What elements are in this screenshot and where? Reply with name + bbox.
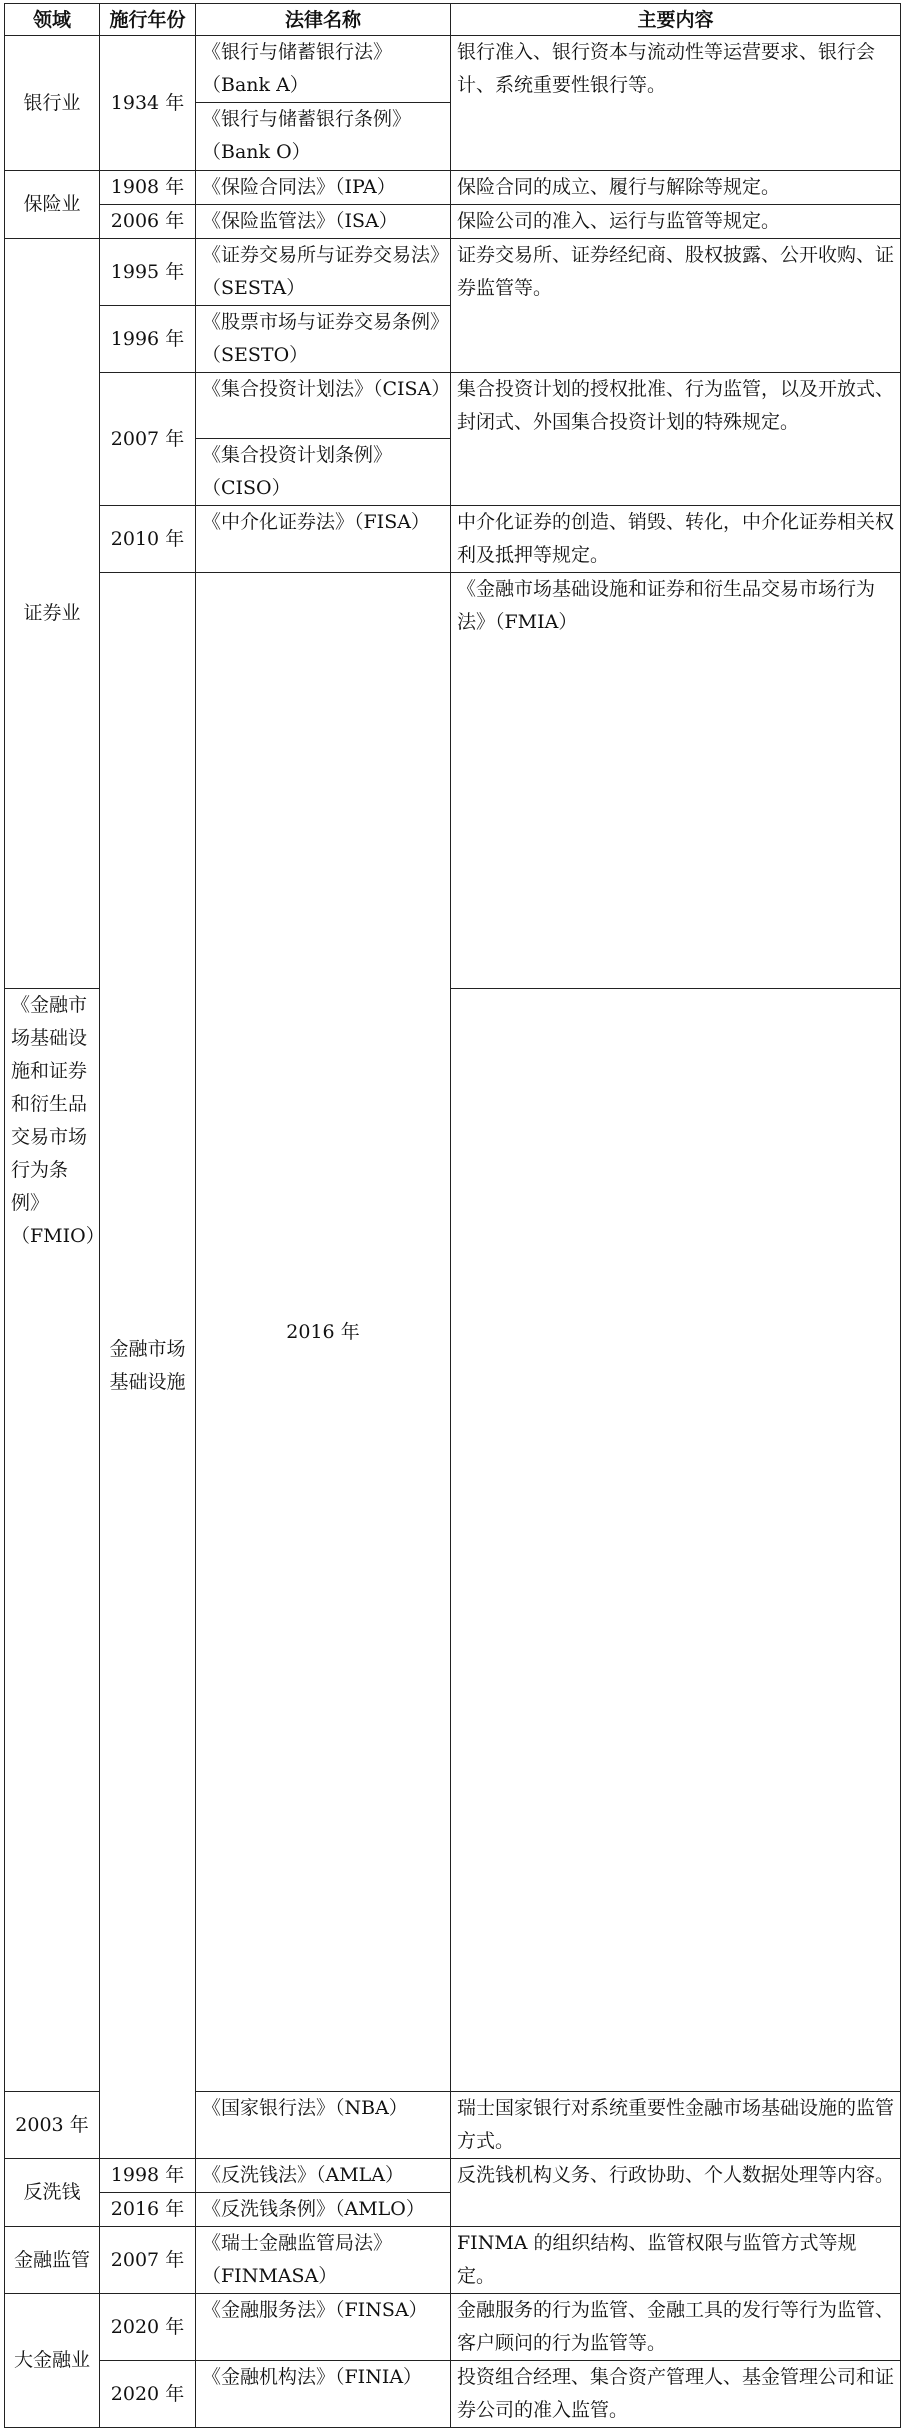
domain-cell: 反洗钱: [5, 2159, 100, 2227]
law-name-cell: 《金融机构法》（FINIA）: [196, 2361, 451, 2428]
content-cell: 保险公司的准入、运行与监管等规定。: [451, 205, 901, 239]
year-cell: 2016 年: [100, 2193, 196, 2227]
table-row: [5, 239, 901, 306]
content-cell: 中介化证券的创造、销毁、转化，中介化证券相关权利及抵押等规定。: [451, 506, 901, 573]
table-row: [5, 373, 901, 439]
content-cell: 瑞士国家银行对系统重要性金融市场基础设施的监管方式。: [451, 2092, 901, 2159]
year-cell: 2006 年: [100, 205, 196, 239]
table-row: [5, 2159, 901, 2193]
law-name-cell: 《集合投资计划条例》（CISO）: [196, 439, 451, 506]
content-cell: 证券交易所、证券经纪商、股权披露、公开收购、证券监管等。: [451, 239, 901, 373]
header-row: [5, 4, 901, 36]
domain-cell: 保险业: [5, 171, 100, 239]
year-cell: 1908 年: [100, 171, 196, 205]
law-name-cell: 《保险监管法》（ISA）: [196, 205, 451, 239]
header-year: 施行年份: [100, 4, 196, 36]
law-name-cell: 《金融服务法》（FINSA）: [196, 2294, 451, 2361]
law-name-cell: 《银行与储蓄银行条例》（Bank O）: [196, 103, 451, 171]
table-row: [5, 2361, 901, 2428]
law-name-cell: 《银行与储蓄银行法》（Bank A）: [196, 36, 451, 103]
header-content: 主要内容: [451, 4, 901, 36]
header-domain: 领域: [5, 4, 100, 36]
year-cell: 2010 年: [100, 506, 196, 573]
law-name-cell: 《反洗钱法》（AMLA）: [196, 2159, 451, 2193]
table-row: [5, 36, 901, 103]
law-name-cell: 《证券交易所与证券交易法》（SESTA）: [196, 239, 451, 306]
header-law: 法律名称: [196, 4, 451, 36]
table-row: [5, 506, 901, 573]
content-cell: 金融服务的行为监管、金融工具的发行等行为监管、客户顾问的行为监管等。: [451, 2294, 901, 2361]
content-cell: 投资组合经理、集合资产管理人、基金管理公司和证券公司的准入监管。: [451, 2361, 901, 2428]
law-name-cell: 《金融市场基础设施和证券和衍生品交易市场行为条例》（FMIO）: [5, 989, 100, 2092]
law-name-cell: 《国家银行法》（NBA）: [196, 2092, 451, 2159]
content-cell: 反洗钱机构义务、行政协助、个人数据处理等内容。: [451, 2159, 901, 2227]
year-cell: 2003 年: [5, 2092, 100, 2159]
year-cell: 2020 年: [100, 2294, 196, 2361]
year-cell: 2007 年: [100, 2227, 196, 2294]
table-row: [5, 205, 901, 239]
year-cell: 1934 年: [100, 36, 196, 171]
year-cell: 2020 年: [100, 2361, 196, 2428]
table-row: [5, 2227, 901, 2294]
law-name-cell: 《中介化证券法》（FISA）: [196, 506, 451, 573]
law-name-cell: 《集合投资计划法》（CISA）: [196, 373, 451, 439]
content-cell: 集合投资计划的授权批准、行为监管，以及开放式、封闭式、外国集合投资计划的特殊规定。: [451, 373, 901, 506]
domain-cell: 大金融业: [5, 2294, 100, 2428]
domain-cell: 证券业: [5, 239, 100, 989]
year-cell: 1998 年: [100, 2159, 196, 2193]
table-row: [5, 2294, 901, 2361]
year-cell: 2016 年: [196, 573, 451, 2092]
content-cell: 银行准入、银行资本与流动性等运营要求、银行会计、系统重要性银行等。: [451, 36, 901, 171]
domain-cell: 金融监管: [5, 2227, 100, 2294]
content-cell: FINMA 的组织结构、监管权限与监管方式等规定。: [451, 2227, 901, 2294]
financial-law-table: [4, 3, 901, 2428]
table-row: [5, 171, 901, 205]
content-cell: 保险合同的成立、履行与解除等规定。: [451, 171, 901, 205]
law-name-cell: 《金融市场基础设施和证券和衍生品交易市场行为法》（FMIA）: [451, 573, 901, 989]
year-cell: 1996 年: [100, 306, 196, 373]
domain-cell: 银行业: [5, 36, 100, 171]
table-row: [5, 573, 901, 989]
law-name-cell: 《股票市场与证券交易条例》（SESTO）: [196, 306, 451, 373]
domain-cell: 金融市场基础设施: [100, 573, 196, 2159]
law-name-cell: 《保险合同法》（IPA）: [196, 171, 451, 205]
law-name-cell: 《反洗钱条例》（AMLO）: [196, 2193, 451, 2227]
year-cell: 1995 年: [100, 239, 196, 306]
year-cell: 2007 年: [100, 373, 196, 506]
law-name-cell: 《瑞士金融监管局法》（FINMASA）: [196, 2227, 451, 2294]
